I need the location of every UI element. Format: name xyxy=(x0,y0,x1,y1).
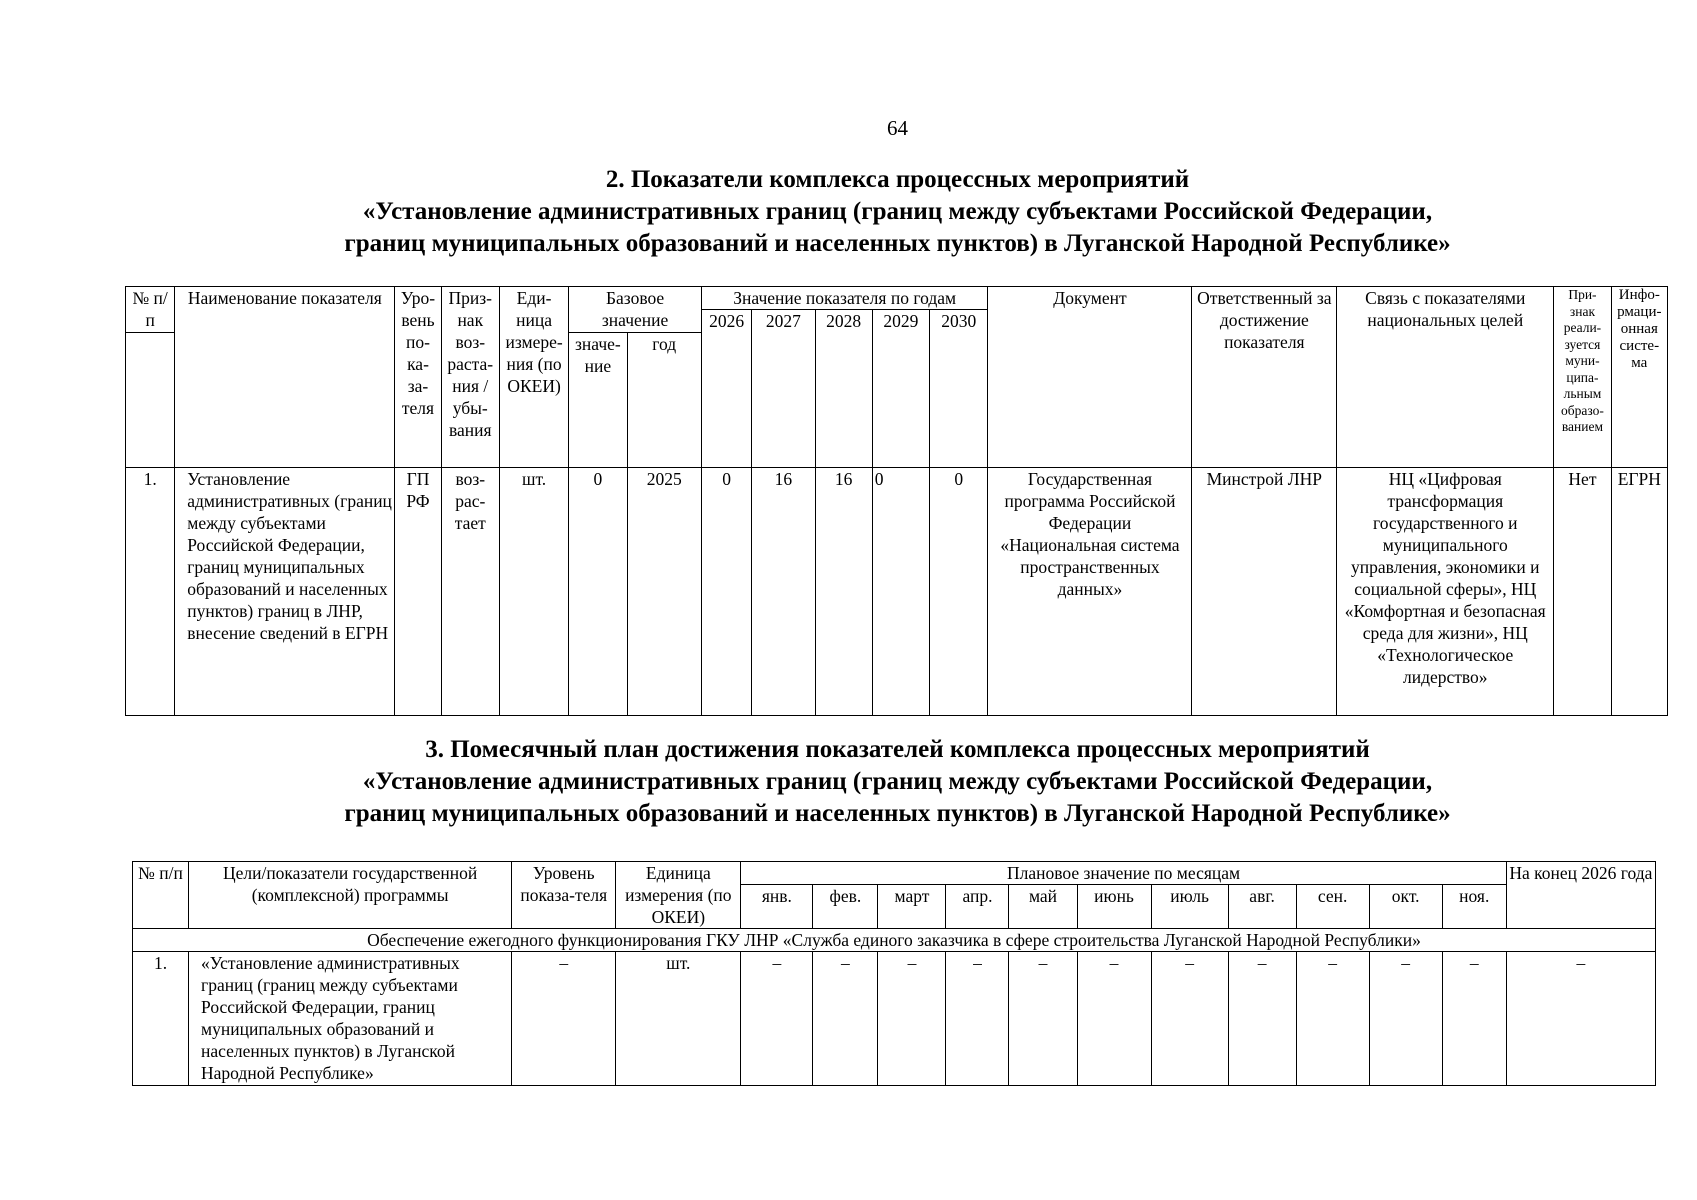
row-month-value: – xyxy=(813,952,878,1086)
row-level: – xyxy=(512,952,616,1086)
row-month-value: – xyxy=(1228,952,1296,1086)
header-num: № п/п xyxy=(133,862,189,929)
row-responsible: Минстрой ЛНР xyxy=(1192,468,1337,716)
row-end-value: – xyxy=(1506,952,1655,1086)
header-month: май xyxy=(1009,885,1077,929)
row-value-2026: 0 xyxy=(701,468,751,716)
section3-title-line: границ муниципальных образований и населенных пунктов) в Луганской Народной Республике» xyxy=(344,800,1451,827)
group-row xyxy=(133,929,1656,952)
header-end: На конец 2026 года xyxy=(1506,862,1655,929)
header-trend: Приз-нак воз-раста-ния / убы-вания xyxy=(441,287,499,468)
section3-title-line: «Установление административных границ (границ между субъектами Российской Федерации, xyxy=(362,768,1433,795)
row-base-value: 0 xyxy=(569,468,627,716)
row-info-system: ЕГРН xyxy=(1611,468,1667,716)
row-num: 1. xyxy=(126,468,175,716)
header-year: 2026 xyxy=(701,310,751,468)
section3-title xyxy=(0,734,1697,830)
header-month: июнь xyxy=(1077,885,1151,929)
section3-title-line: 3. Помесячный план достижения показателей комплекса процессных мероприятий xyxy=(425,736,1370,763)
row-document: Государственная программа Российской Федерации «Национальная система пространственных данных» xyxy=(988,468,1192,716)
header-year: 2027 xyxy=(752,310,815,468)
header-municipal: При-знак реали-зуется муни-ципа-льным образо-ванием xyxy=(1554,287,1611,468)
row-trend: воз-рас-тает xyxy=(441,468,499,716)
row-month-value: – xyxy=(741,952,813,1086)
header-unit: Еди-ница измере-ния (по ОКЕИ) xyxy=(499,287,568,468)
header-base: Базовое значение xyxy=(569,287,702,333)
header-month: янв. xyxy=(741,885,813,929)
header-year: 2029 xyxy=(872,310,929,468)
row-month-value: – xyxy=(1009,952,1077,1086)
header-month: апр. xyxy=(946,885,1009,929)
group-row-label: Обеспечение ежегодного функционирования ГКУ ЛНР «Служба единого заказчика в сфере строительства Луганской Народной Республики» xyxy=(133,929,1656,952)
header-responsible: Ответственный за достижение показателя xyxy=(1192,287,1337,468)
row-month-value: – xyxy=(878,952,946,1086)
header-month: фев. xyxy=(813,885,878,929)
indicators-table xyxy=(125,286,1668,716)
row-month-value: – xyxy=(1151,952,1228,1086)
header-level: Уро-вень по-ка-за-теля xyxy=(395,287,441,468)
row-value-2028: 16 xyxy=(815,468,872,716)
row-goal: «Установление административных границ (границ между субъектами Российской Федерации, границ муниципальных образований и населенных пунктов) в Луганской Народной Республике» xyxy=(189,952,512,1086)
header-month: окт. xyxy=(1369,885,1442,929)
row-municipal: Нет xyxy=(1554,468,1611,716)
monthly-plan-table xyxy=(132,861,1656,1086)
header-link: Связь с показателями национальных целей xyxy=(1337,287,1554,468)
row-base-year: 2025 xyxy=(627,468,701,716)
header-info-system: Инфо-рмаци-онная систе-ма xyxy=(1611,287,1667,468)
row-name: Установление административных (границ между субъектами Российской Федерации, границ муниципальных образований и населенных пунктов) границ в ЛНР, внесение сведений в ЕГРН xyxy=(175,468,395,716)
header-name: Наименование показателя xyxy=(175,287,395,468)
header-base-year: год xyxy=(627,333,701,468)
page-number: 64 xyxy=(887,116,908,140)
header-document: Документ xyxy=(988,287,1192,468)
header-month: авг. xyxy=(1228,885,1296,929)
section2-title-line: «Установление административных границ (границ между субъектами Российской Федерации, xyxy=(362,198,1433,225)
header-year: 2030 xyxy=(930,310,988,468)
table-row xyxy=(133,952,1656,1086)
header-level: Уровень показа-теля xyxy=(512,862,616,929)
header-num-spacer xyxy=(126,333,175,468)
row-num: 1. xyxy=(133,952,189,1086)
section2-title xyxy=(0,164,1697,260)
section2-title-line: 2. Показатели комплекса процессных мероприятий xyxy=(605,166,1190,193)
row-unit: шт. xyxy=(499,468,568,716)
section2-title-line: границ муниципальных образований и населенных пунктов) в Луганской Народной Республике» xyxy=(344,230,1451,257)
header-base-value: значе-ние xyxy=(569,333,627,468)
row-link: НЦ «Цифровая трансформация государственного и муниципального управления, экономики и социальной сферы», НЦ «Комфортная и безопасная среда для жизни», НЦ «Технологическое лидерство» xyxy=(1337,468,1554,716)
row-value-2027: 16 xyxy=(752,468,815,716)
row-value-2030: 0 xyxy=(930,468,988,716)
header-month: июль xyxy=(1151,885,1228,929)
header-year: 2028 xyxy=(815,310,872,468)
row-month-value: – xyxy=(1442,952,1506,1086)
header-month: март xyxy=(878,885,946,929)
header-month: сен. xyxy=(1296,885,1369,929)
header-num: № п/п xyxy=(126,287,175,333)
header-month: ноя. xyxy=(1442,885,1506,929)
row-month-value: – xyxy=(1077,952,1151,1086)
row-unit: шт. xyxy=(616,952,741,1086)
row-month-value: – xyxy=(946,952,1009,1086)
row-month-value: – xyxy=(1296,952,1369,1086)
header-plan: Плановое значение по месяцам xyxy=(741,862,1506,885)
row-level: ГП РФ xyxy=(395,468,441,716)
header-goal: Цели/показатели государственной (комплексной) программы xyxy=(189,862,512,929)
table-row xyxy=(126,468,1668,716)
header-unit: Единица измерения (по ОКЕИ) xyxy=(616,862,741,929)
row-value-2029: 0 xyxy=(872,468,929,716)
row-month-value: – xyxy=(1369,952,1442,1086)
header-by-years: Значение показателя по годам xyxy=(701,287,987,310)
